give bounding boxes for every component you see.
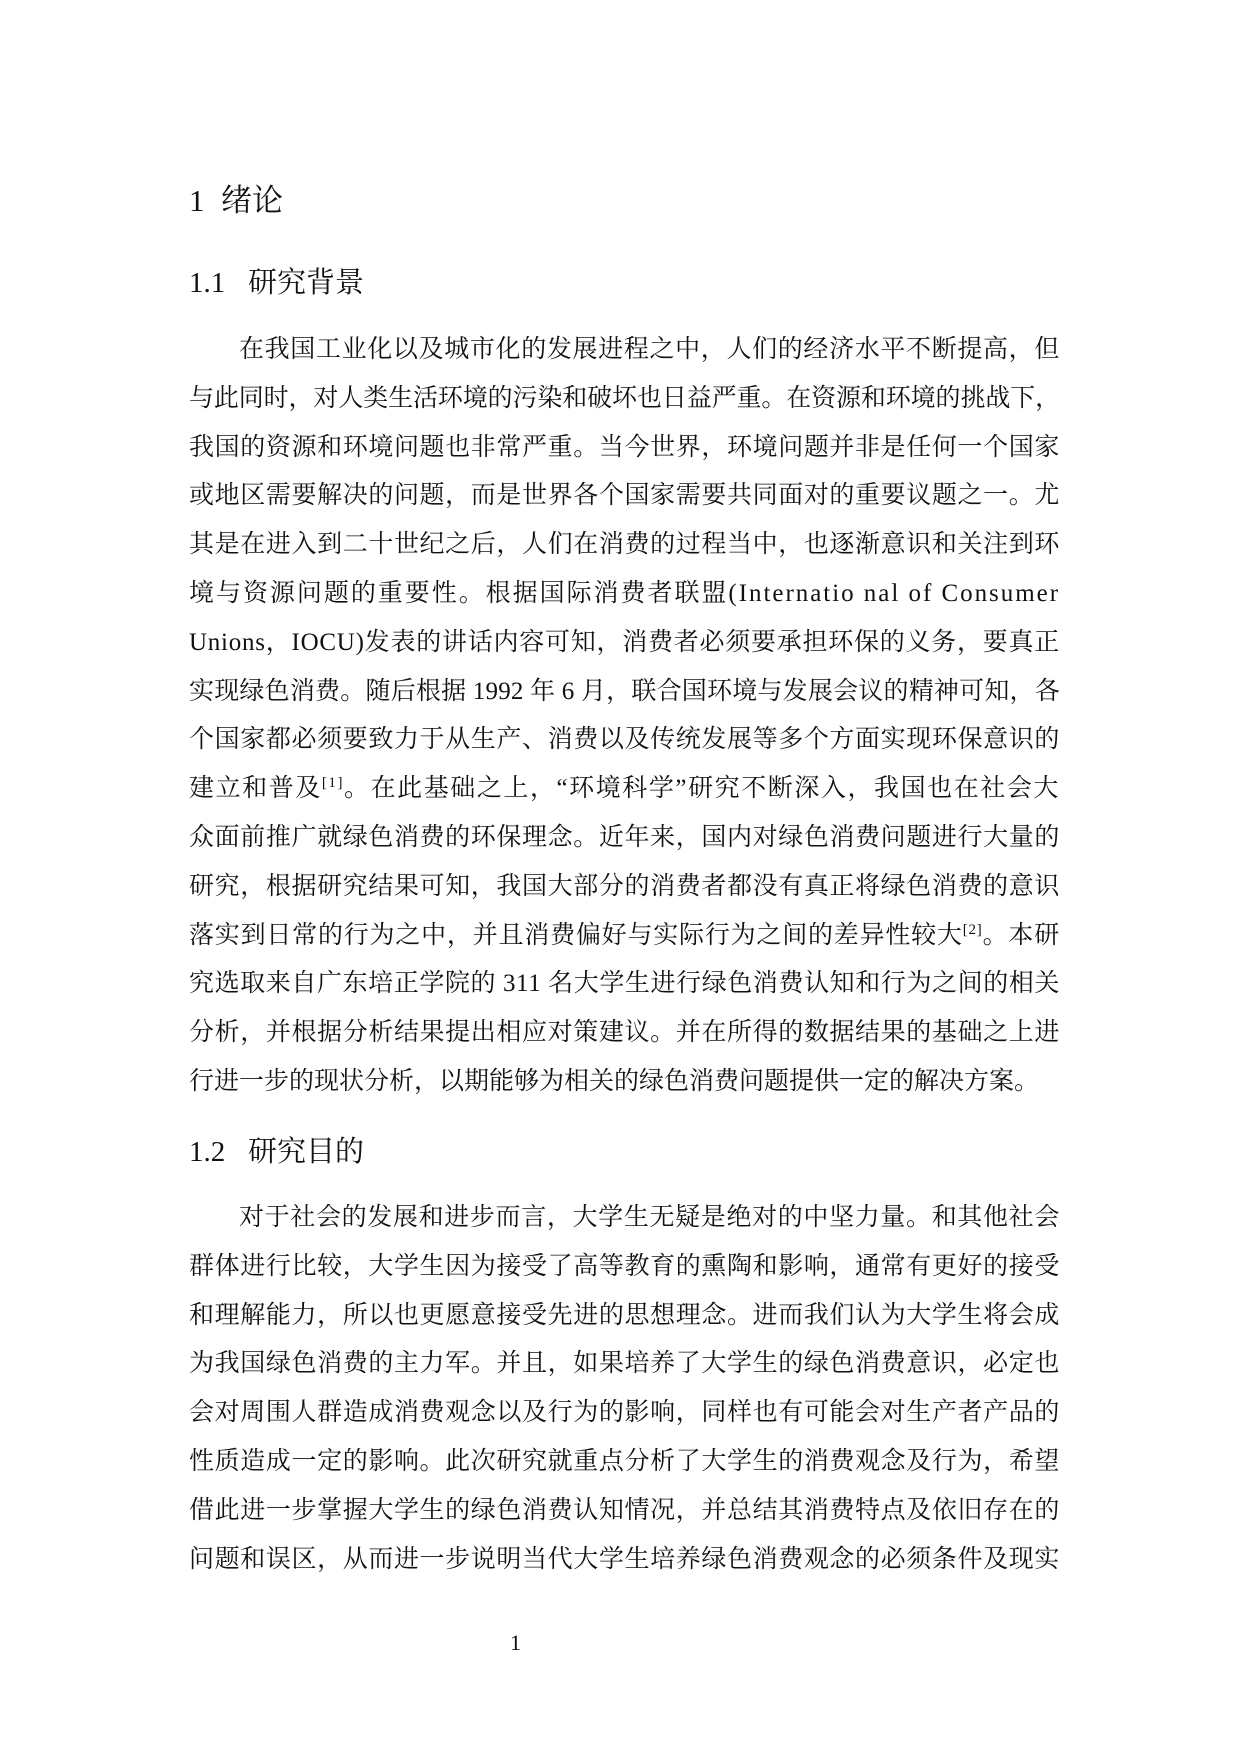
line-text: 究选取来自广东培正学院的 311 名大学生进行绿色消费认知和行为之间的相关	[189, 970, 1060, 998]
paragraph-line	[189, 1009, 1060, 1058]
line-text: 众面前推广就绿色消费的环保理念。近年来，国内对绿色消费问题进行大量的	[189, 823, 1060, 851]
line-text: 性质造成一定的影响。此次研究就重点分析了大学生的消费观念及行为，希望	[189, 1447, 1060, 1475]
section-heading	[189, 1131, 364, 1171]
line-text	[189, 922, 1060, 949]
line-text: 行进一步的现状分析，以期能够为相关的绿色消费问题提供一定的解决方案。	[189, 1067, 1040, 1095]
paragraph-line	[189, 570, 1060, 619]
line-text: 问题和误区，从而进一步说明当代大学生培养绿色消费观念的必须条件及现实	[189, 1545, 1060, 1573]
paragraph-line	[189, 1487, 1060, 1536]
paragraph-line	[189, 1536, 1060, 1585]
line-text: 或地区需要解决的问题，而是世界各个国家需要共同面对的重要议题之一。尤	[189, 482, 1060, 510]
line-text: 会对周围人群造成消费观念以及行为的影响，同样也有可能会对生产者产品的	[189, 1399, 1060, 1427]
paragraph-line	[189, 814, 1060, 863]
paragraph-line	[189, 424, 1060, 473]
line-text: 群体进行比较，大学生因为接受了高等教育的熏陶和影响，通常有更好的接受	[189, 1252, 1060, 1280]
paragraph-line	[189, 1058, 1060, 1107]
chapter-heading	[189, 180, 283, 222]
paragraph-line	[189, 716, 1060, 765]
section-title: 研究目的	[248, 1134, 365, 1168]
line-text: 分析，并根据分析结果提出相应对策建议。并在所得的数据结果的基础之上进	[189, 1019, 1060, 1047]
paragraph-line	[189, 375, 1060, 424]
paragraph-line	[189, 1292, 1060, 1341]
paragraph-line	[189, 326, 1060, 375]
line-text: 对于社会的发展和进步而言，大学生无疑是绝对的中坚力量。和其他社会	[239, 1204, 1060, 1231]
paragraph-line	[189, 668, 1060, 717]
line-text	[189, 775, 1060, 802]
line-text: Unions，IOCU)发表的讲话内容可知，消费者必须要承担环保的义务，要真正	[189, 628, 1060, 656]
line-text: 与此同时，对人类生活环境的污染和破坏也日益严重。在资源和环境的挑战下，	[189, 384, 1060, 412]
paragraph-line	[189, 960, 1060, 1009]
line-text: 研究，根据研究结果可知，我国大部分的消费者都没有真正将绿色消费的意识	[189, 872, 1060, 900]
line-text-before-citation: 建立和普及	[189, 775, 322, 803]
line-text: 为我国绿色消费的主力军。并且，如果培养了大学生的绿色消费意识，必定也	[189, 1350, 1060, 1378]
line-text: 境与资源问题的重要性。根据国际消费者联盟(Internatio nal of Consumer	[189, 579, 1060, 607]
citation-ref: [2]	[962, 921, 983, 938]
citation-ref: [1]	[321, 775, 345, 792]
line-text-after-citation: 。在此基础之上，“环境科学”研究不断深入，我国也在社会大	[344, 775, 1060, 803]
chapter-number: 1	[189, 183, 205, 218]
section-paragraph	[189, 326, 1060, 1107]
line-text-before-citation: 落实到日常的行为之中，并且消费偏好与实际行为之间的差异性较大	[189, 921, 963, 949]
line-text: 其是在进入到二十世纪之后，人们在消费的过程当中，也逐渐意识和关注到环	[189, 531, 1060, 559]
section-paragraph	[189, 1194, 1060, 1584]
paragraph-line	[189, 1194, 1060, 1243]
line-text: 个国家都必须要致力于从生产、消费以及传统发展等多个方面实现环保意识的	[189, 726, 1060, 754]
paragraph-line	[189, 765, 1060, 814]
paragraph-line	[189, 472, 1060, 521]
section-number: 1.1	[189, 267, 226, 299]
line-text: 我国的资源和环境问题也非常严重。当今世界，环境问题并非是任何一个国家	[189, 433, 1060, 461]
paragraph-line	[189, 1389, 1060, 1438]
page-number: 1	[510, 1630, 521, 1655]
line-text: 实现绿色消费。随后根据 1992 年 6 月，联合国环境与发展会议的精神可知，各	[189, 677, 1060, 705]
paragraph-line	[189, 912, 1060, 961]
paragraph-line	[189, 521, 1060, 570]
paragraph-line	[189, 1340, 1060, 1389]
section-number: 1.2	[189, 1136, 226, 1168]
section-heading	[189, 262, 364, 302]
paragraph-line	[189, 1438, 1060, 1487]
paragraph-line	[189, 1243, 1060, 1292]
paragraph-line	[189, 619, 1060, 668]
line-text: 和理解能力，所以也更愿意接受先进的思想理念。进而我们认为大学生将会成	[189, 1301, 1060, 1329]
line-text: 借此进一步掌握大学生的绿色消费认知情况，并总结其消费特点及依旧存在的	[189, 1496, 1060, 1524]
line-text: 在我国工业化以及城市化的发展进程之中，人们的经济水平不断提高，但	[239, 336, 1060, 363]
line-text-after-citation: 。本研	[982, 921, 1060, 949]
section-title: 研究背景	[248, 265, 365, 299]
chapter-title: 绪论	[221, 183, 283, 219]
paragraph-line	[189, 863, 1060, 912]
